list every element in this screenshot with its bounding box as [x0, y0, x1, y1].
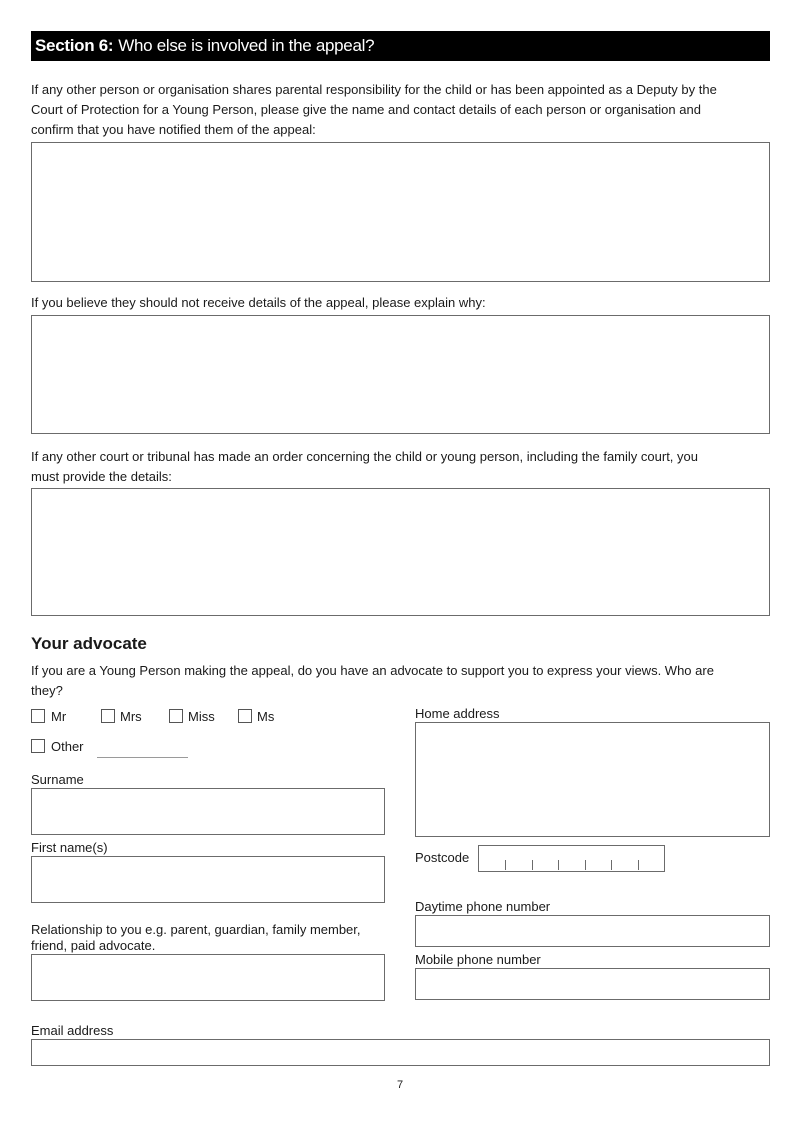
first-name-input[interactable] — [31, 856, 385, 903]
mobile-phone-label: Mobile phone number — [415, 952, 541, 967]
daytime-phone-label: Daytime phone number — [415, 899, 551, 914]
email-input[interactable] — [31, 1039, 770, 1066]
title-miss-label: Miss — [188, 709, 215, 724]
postcode-label: Postcode — [415, 850, 470, 865]
title-mrs-checkbox[interactable] — [101, 709, 115, 723]
home-address-field[interactable] — [415, 722, 770, 837]
email-label: Email address — [31, 1023, 114, 1038]
parental-responsibility-details-field[interactable] — [31, 142, 770, 282]
postcode-cell[interactable] — [558, 846, 584, 871]
postcode-cell[interactable] — [638, 846, 664, 871]
question-not-receive-details: If you believe they should not receive details of the appeal, please explain why: — [31, 295, 486, 310]
not-receive-details-reason-field[interactable] — [31, 315, 770, 434]
section-number: Section 6: — [35, 36, 114, 55]
postcode-cell[interactable] — [505, 846, 531, 871]
title-ms-label: Ms — [257, 709, 275, 724]
postcode-cell[interactable] — [611, 846, 637, 871]
home-address-label: Home address — [415, 706, 500, 721]
title-other-checkbox[interactable] — [31, 739, 45, 753]
advocate-intro: If you are a Young Person making the appeal, do you have an advocate to support you to express your views. Who are they? — [31, 663, 714, 698]
postcode-cell[interactable] — [532, 846, 558, 871]
title-mr-checkbox[interactable] — [31, 709, 45, 723]
postcode-input[interactable] — [478, 845, 665, 872]
postcode-cell[interactable] — [479, 846, 505, 871]
advocate-heading: Your advocate — [31, 634, 147, 653]
title-mr-label: Mr — [51, 709, 67, 724]
title-miss-checkbox[interactable] — [169, 709, 183, 723]
postcode-cell[interactable] — [585, 846, 611, 871]
title-mrs-label: Mrs — [120, 709, 142, 724]
question-parental-responsibility: If any other person or organisation shares parental responsibility for the child or has been appointed as a Deputy by the Court of Protection for a Young Person, please give the name and contact details of each person or organisation and confirm that you have notified them of the appeal: — [31, 82, 717, 137]
surname-label: Surname — [31, 772, 84, 787]
title-other-input[interactable] — [97, 756, 188, 758]
page-number: 7 — [396, 1079, 404, 1091]
surname-input[interactable] — [31, 788, 385, 835]
first-name-label: First name(s) — [31, 840, 108, 855]
court-order-details-field[interactable] — [31, 488, 770, 616]
daytime-phone-input[interactable] — [415, 915, 770, 947]
title-ms-checkbox[interactable] — [238, 709, 252, 723]
mobile-phone-input[interactable] — [415, 968, 770, 1000]
relationship-label: Relationship to you e.g. parent, guardian, family member, friend, paid advocate. — [31, 922, 361, 953]
title-other-label: Other — [51, 739, 84, 754]
question-court-order: If any other court or tribunal has made an order concerning the child or young person, including the family court, you must provide the details: — [31, 449, 698, 484]
section-title: Who else is involved in the appeal? — [118, 36, 375, 55]
relationship-input[interactable] — [31, 954, 385, 1001]
section-header — [31, 31, 770, 61]
